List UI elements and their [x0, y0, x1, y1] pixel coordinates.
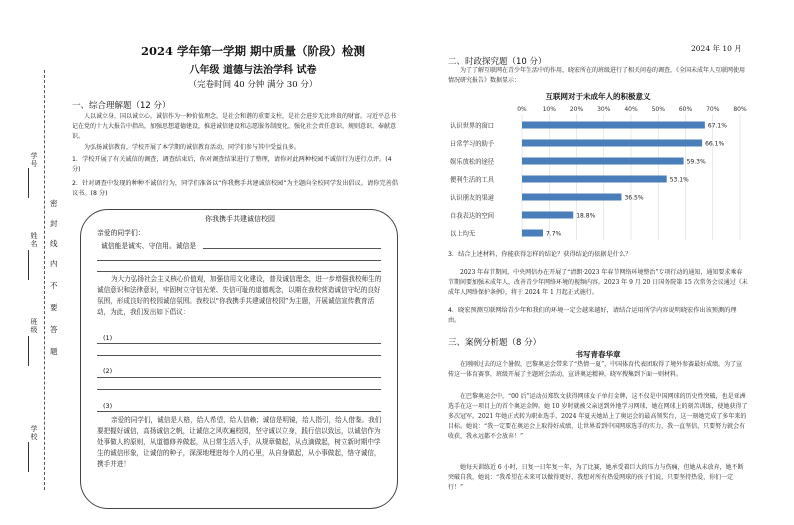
bar: [522, 230, 543, 237]
section-2-intro: 为了了解互联网在青少年生活中的作用，晓宏所在的班级进行了相关问卷的调查，《全国未成年人互联网使用情况研究报告》数据显示：: [448, 67, 746, 84]
seal-char: 内: [50, 259, 58, 268]
answer-line[interactable]: [97, 411, 381, 412]
left-page: [68, 0, 398, 525]
proposal-item-1-number: (1): [103, 334, 113, 342]
category-label: 娱乐放松的途径: [450, 158, 495, 166]
question-3: 3．结合上述材料，你能获得怎样的结论？获得结论的依据是什么？: [448, 251, 632, 258]
category-label: 自我表达的空间: [450, 212, 495, 220]
x-tick-label: 0%: [517, 106, 527, 113]
category-label: 认识朋友的渠道: [450, 194, 495, 202]
seal-char: 封: [50, 219, 58, 228]
bar: [522, 212, 573, 219]
x-tick-label: 30%: [597, 106, 611, 113]
bar: [522, 140, 702, 147]
seal-char: 题: [50, 347, 58, 356]
bar-chart: [448, 104, 748, 246]
question-4: 4．晓宏预测互联网给青少年和我们的环境一定会越来越好，请结合运用所学内容说明晓宏作出该预测的理由。: [448, 307, 737, 324]
value-label: 59.3%: [686, 158, 706, 166]
answer-line[interactable]: [97, 271, 381, 272]
category-label: 以上均无: [450, 230, 476, 238]
school-field[interactable]: [28, 442, 29, 472]
article-title: 书写青春华章: [575, 350, 621, 359]
class-label: 班级: [30, 318, 38, 334]
value-label: 7.7%: [545, 230, 562, 238]
x-tick-label: 70%: [706, 106, 720, 113]
seal-char: 要: [50, 303, 58, 312]
letter-definition: 诚信能是诚实、守信用。诚信是: [101, 242, 197, 250]
question-2: 2．针对调查中发现的种种不诚信行为，同学们准备以“你我携手共建诚信校园”为主题向全校同学发出倡议。请你完善倡议书。(8 分): [72, 180, 398, 197]
answer-line[interactable]: [97, 343, 381, 344]
x-tick-label: 40%: [624, 106, 638, 113]
question-1: 1．学校开展了有关诚信的调查，调查结束后，你对调查结果进行了整理，请你对此两种校园不诚信行为进行点评。(4 分): [72, 156, 392, 173]
letter-paragraph-1: 为大力弘扬社会主义核心价值观，加强信用文化建设，普及诚信理念，进一步增强我校师生的诚信意识和法律意识，牢固树立守信光荣、失信可耻的道德观念，以期在我校营造诚信守纪的良好氛围，形成良好的校园诚信氛围。我校以“你我携手共建诚信校园”为主题，开展诚信宣传教育活动，为此，我们发出如下倡议：: [97, 275, 382, 316]
x-tick-label: 60%: [678, 106, 693, 113]
section-1-intro: 人以诚立身，国以诚立心。诚信作为一种价值理念，是社会和谐的重要支柱，是社会进步无比珍贵的财富。习近平总书记在党的十九大报告中指出，加强思想道德建设，推进诚信建设和志愿服务制度化，强化社会责任意识、规则意识、奉献意识。: [72, 113, 397, 140]
category-label: 日常学习的助手: [450, 140, 495, 148]
x-tick-label: 80%: [733, 106, 747, 113]
value-label: 18.8%: [576, 212, 596, 220]
category-label: 便利生活的工具: [450, 176, 495, 184]
name-field[interactable]: [28, 250, 29, 280]
x-tick-label: 50%: [651, 106, 665, 113]
proposal-item-3-number: (3): [103, 402, 113, 410]
student-id-field[interactable]: [28, 168, 29, 198]
seal-char: 线: [50, 239, 58, 248]
proposal-letter: [80, 209, 398, 509]
category-label: 认识世界的窗口: [450, 122, 495, 130]
letter-title: 你我携手共建诚信校园: [205, 215, 275, 223]
answer-line[interactable]: [203, 248, 381, 249]
bar: [522, 194, 621, 201]
section-2-heading: 二、时政探究题（10 分）: [448, 57, 547, 67]
seal-line: [44, 70, 45, 490]
chart-title: 互联网对于未成年人的积极意义: [545, 92, 651, 101]
exam-date: 2024 年 10 月: [691, 44, 742, 53]
binding-margin: [0, 0, 62, 525]
policy-news: 2023 年春节期间，中央网信办在开展了“清朗·2023 年春节网络环境整治”专项行动的通知，通知要求乘春节期间要加强未成年人，改善青少年网络环境的视频内容。2023 年 9 月 20 日国务院第 15 次常务会议通过《未成年人网络保护条例》，将于 2024 年 1 月起正式施行。: [448, 269, 748, 296]
article-paragraph-1: 在刚刚过去的这个暑假，巴黎奥运会带来了“热情一夏”，中国体育代表团取得了境外参赛最好成绩。为了宣传这一体育赛事，班级开展了主题班会活动，宣讲奥运精神，晓军搜集到下面一则材料。: [448, 361, 743, 378]
letter-paragraph-2: 亲爱的同学们，诚信是人格，给人希望，给人信赖；诚信是明镜，给人指引，给人借鉴。我们要把握好诚信，高扬诚信之帆，让诚信之风吹遍校园，坚守诚以立身，践行信以致远，以诚信作为处事做人的原则，从道德修养做起，从日常生活入手，从规章做起，从点滴做起，树立新时期中学生的诚信形象，让诚信的种子，深深地埋进每个人的心里，从自身做起，从小事做起，恪守诚信，携手并进！: [97, 416, 382, 468]
value-label: 36.5%: [624, 194, 644, 202]
section-1-heading: 一、综合理解题（12 分）: [72, 101, 171, 111]
seal-char: 密: [50, 199, 58, 208]
value-label: 67.1%: [707, 122, 727, 130]
article-paragraph-2: 在巴黎奥运会中，“00 后”运动员郑钦文获得网球女子单打金牌，这不仅是中国网球的历史性突破，也是亚洲选手在这一项目上的首个奥运金牌。她 10 岁时就被父亲送到外地学习网球，她在网球上的刻苦训练，使她获得了多次冠军。2021 年她正式转为职业选手，2024 年夏天她站上了奥运会的最高领奖台，这一刻她完成了多年来的目标。她说：“我一定要在奥运会上取得好成绩，让世界看到中国网球选手的实力，我一直坚信，只要努力就会有收获，我永远都不会放弃！”: [448, 393, 748, 440]
answer-line[interactable]: [97, 377, 381, 378]
student-id-label: 学号: [30, 152, 38, 168]
bar: [522, 158, 684, 165]
right-page: [448, 0, 794, 525]
letter-greeting: 亲爱的同学们：: [97, 229, 145, 237]
answer-line[interactable]: [97, 260, 381, 261]
class-field[interactable]: [28, 336, 29, 366]
exam-subtitle: 八年级 道德与法治学科 试卷: [189, 65, 317, 76]
seal-char: 答: [50, 325, 58, 334]
answer-line[interactable]: [97, 389, 381, 390]
value-label: 66.1%: [705, 140, 725, 148]
section-3-heading: 三、案例分析题（8 分）: [448, 338, 542, 348]
x-tick-label: 10%: [542, 106, 556, 113]
article-paragraph-3: 她每天训练近 6 小时，日复一日年复一年，为了比赛，她承受着巨大的压力与伤痛，但她从未放弃，她不断突破自我，她说：“我希望在未来可以做得更好，我想对所有热爱网球的孩子们说，只要坚持热爱，你们一定行！”: [448, 464, 744, 491]
bar: [522, 176, 667, 183]
name-label: 姓名: [30, 232, 38, 248]
x-tick-label: 20%: [569, 106, 584, 113]
school-label: 学校: [30, 425, 38, 441]
answer-line[interactable]: [97, 355, 381, 356]
value-label: 53.1%: [669, 176, 689, 184]
seal-char: 不: [50, 281, 58, 290]
bar: [522, 122, 705, 129]
exam-title: 2024 学年第一学期 期中质量（阶段）检测: [140, 44, 365, 58]
proposal-item-2-number: (2): [103, 367, 113, 375]
section-1-intro-2: 为弘扬诚信教育，学校开展了本学期的诚信教育活动，同学们参与其中受益良多。: [84, 144, 301, 151]
exam-info: （完卷时间 40 分钟 满分 30 分）: [188, 80, 318, 90]
